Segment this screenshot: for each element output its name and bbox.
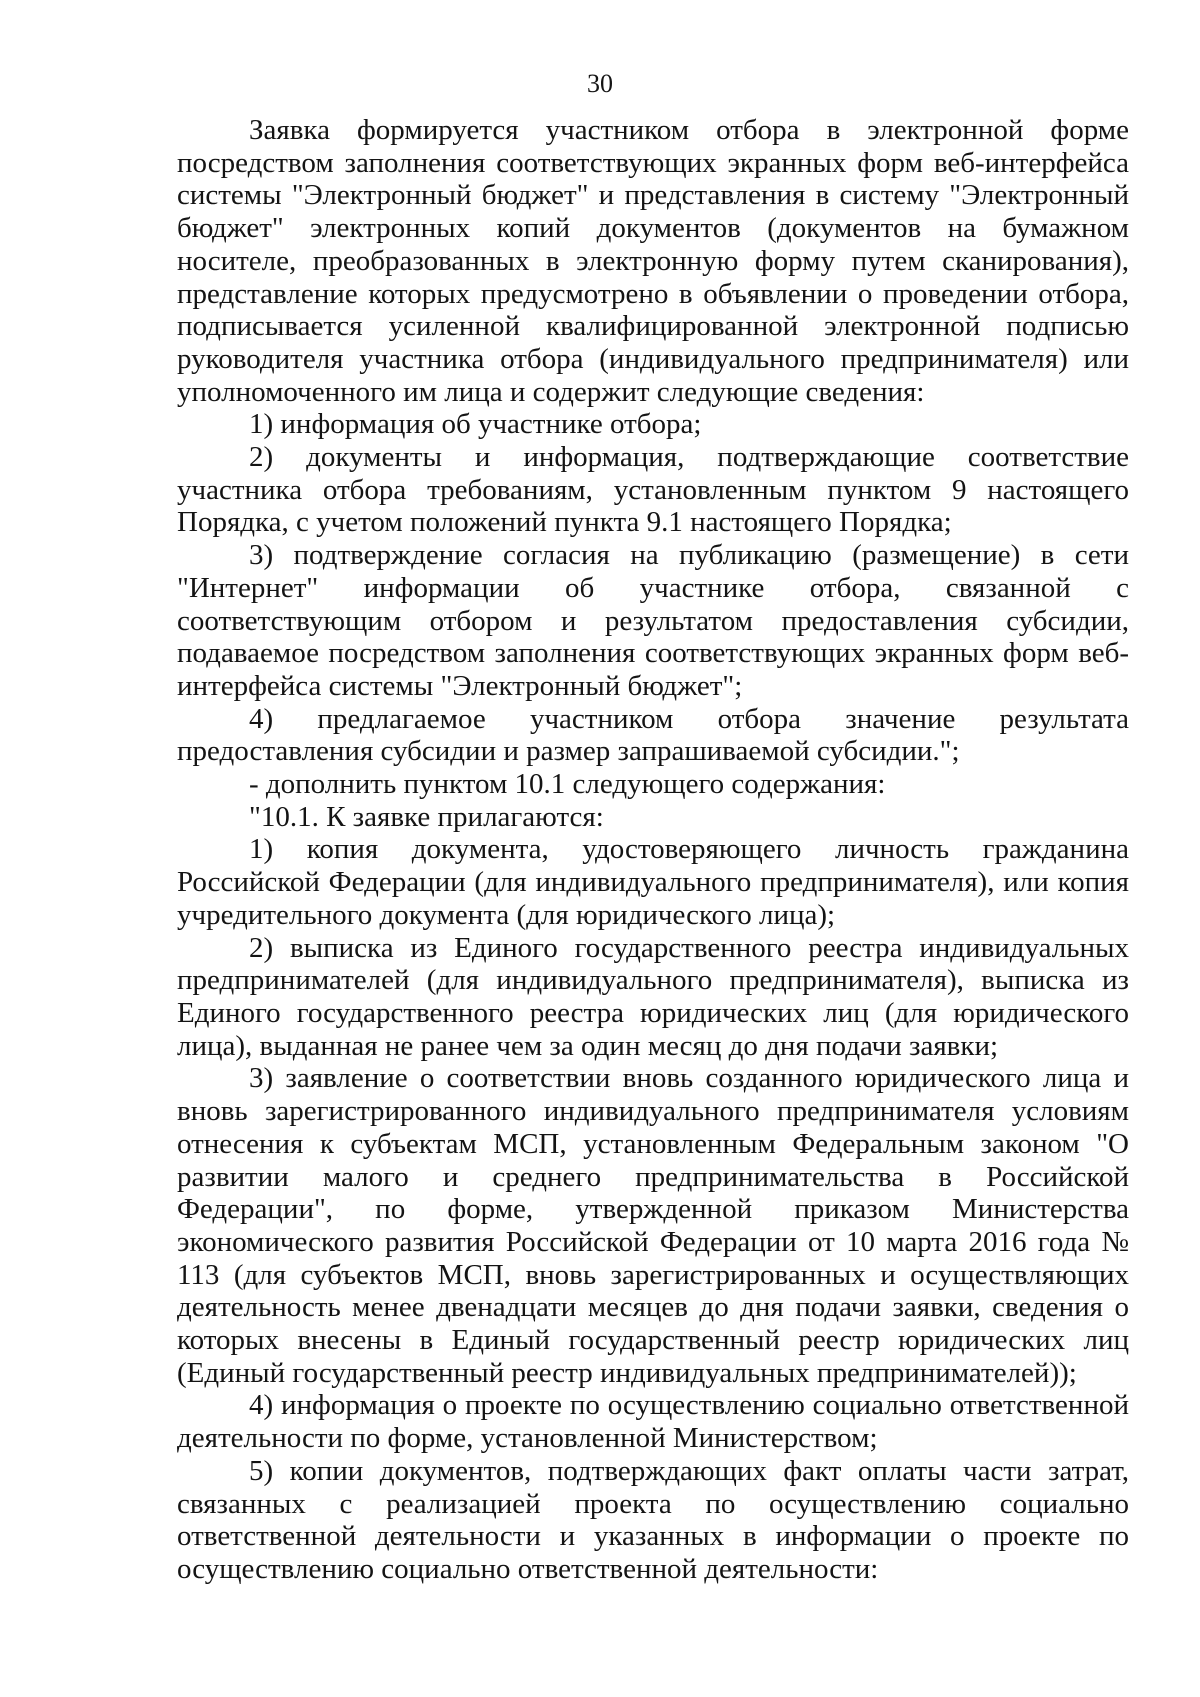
paragraph-amendment-10-1: - дополнить пунктом 10.1 следующего содержания: — [249, 768, 886, 801]
list-item-2-compliance-documents: 2) документы и информация, подтверждающие соответствие участника отбора требованиям, установленным пунктом 9 настоящего Порядка, с учетом положений пункта 9.1 настоящего Порядка; — [177, 441, 1129, 539]
document-body — [177, 114, 1129, 1586]
attachment-item-1-identity-copy: 1) копия документа, удостоверяющего личность гражданина Российской Федерации (для индивидуального предпринимателя), или копия учредительного документа (для юридического лица); — [177, 833, 1129, 931]
list-item-3-publication-consent: 3) подтверждение согласия на публикацию (размещение) в сети "Интернет" информации об участнике отбора, связанной с соответствующим отбором и результатом предоставления субсидии, подаваемое посредством заполнения соответствующих экранных форм веб-интерфейса системы "Электронный бюджет"; — [177, 539, 1129, 702]
paragraph-application-form: Заявка формируется участником отбора в электронной форме посредством заполнения соответствующих экранных форм веб-интерфейса системы "Электронный бюджет" и представления в систему "Электронный бюджет" электронных копий документов (документов на бумажном носителе, преобразованных в электронную форму путем сканирования), представление которых предусмотрено в объявлении о проведении отбора, подписывается усиленной квалифицированной электронной подписью руководителя участника отбора (индивидуального предпринимателя) или уполномоченного им лица и содержит следующие сведения: — [177, 114, 1129, 408]
attachment-item-3-sme-statement: 3) заявление о соответствии вновь созданного юридического лица и вновь зарегистрированного индивидуального предпринимателя условиям отнесения к субъектам МСП, установленным Федеральным законом "О развитии малого и среднего предпринимательства в Российской Федерации", по форме, утвержденной приказом Министерства экономического развития Российской Федерации от 10 марта 2016 года № 113 (для субъектов МСП, вновь зарегистрированных и осуществляющих деятельность менее двенадцати месяцев до дня подачи заявки, сведения о которых внесены в Единый государственный реестр юридических лиц (Единый государственный реестр индивидуальных предпринимателей)); — [177, 1062, 1129, 1389]
attachment-item-5-payment-documents: 5) копии документов, подтверждающих факт оплаты части затрат, связанных с реализацией проекта по осуществлению социально ответственной деятельности и указанных в информации о проекте по осуществлению социально ответственной деятельности: — [177, 1454, 1129, 1585]
attachment-item-2-registry-extract: 2) выписка из Единого государственного реестра индивидуальных предпринимателей (для индивидуального предпринимателя), выписка из Единого государственного реестра юридических лиц (для юридического лица), выданная не ранее чем за один месяц до дня подачи заявки; — [177, 931, 1129, 1062]
paragraph-10-1-heading: "10.1. К заявке прилагаются: — [249, 800, 604, 833]
page-number: 30 — [587, 69, 613, 98]
list-item-4-proposed-result: 4) предлагаемое участником отбора значение результата предоставления субсидии и размер запрашиваемой субсидии."; — [177, 702, 1129, 768]
attachment-item-4-project-info: 4) информация о проекте по осуществлению социально ответственной деятельности по форме, установленной Министерством; — [177, 1389, 1129, 1455]
list-item-1-participant-info: 1) информация об участнике отбора; — [249, 408, 702, 441]
